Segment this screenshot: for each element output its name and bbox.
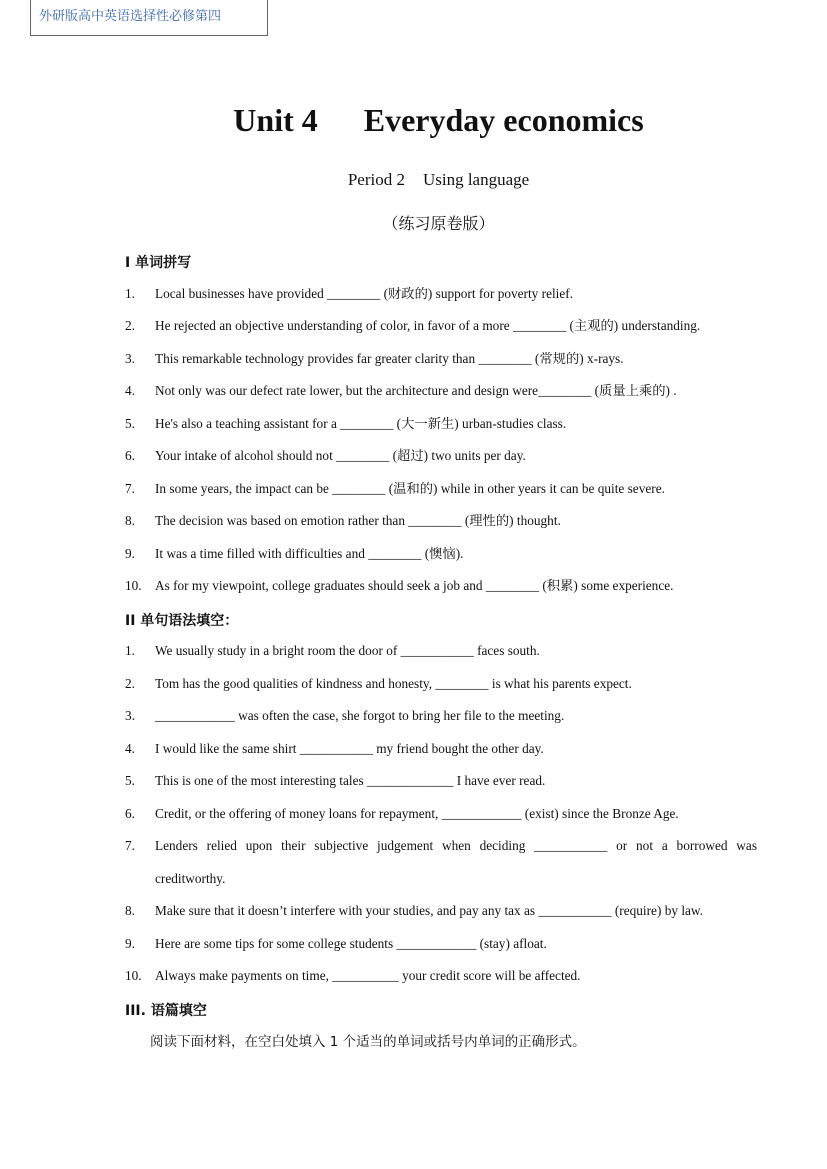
unit-label: Unit 4 [233,102,318,138]
section2-item [125,836,757,895]
section2-item [125,966,757,986]
item-text: Credit, or the offering of money loans for repayment, ____________ (exist) since the Bronze Age. [155,806,679,821]
item-number: 7. [125,838,135,853]
section1-item [125,446,757,466]
item-number: 6. [125,806,135,821]
page-subtitle [0,170,827,190]
item-text: This remarkable technology provides far greater clarity than ________ (常规的) x-rays. [155,351,624,366]
section2-item [125,804,757,824]
item-number: 2. [125,318,135,333]
item-text: He's also a teaching assistant for a ________ (大一新生) urban-studies class. [155,416,567,431]
item-number: 3. [125,708,135,723]
item-number: 7. [125,481,135,496]
item-text: ____________ was often the case, she forgot to bring her file to the meeting. [155,708,565,723]
section1-heading: I 单词拼写 [125,255,192,271]
section1-item [125,576,757,596]
item-number: 5. [125,773,135,788]
item-number: 10. [125,578,142,593]
item-number: 1. [125,286,135,301]
section3-instruction: 阅读下面材料，在空白处填入 1 个适当的单词或括号内单词的正确形式。 [150,1034,586,1050]
item-text: Lenders relied upon their subjective judgement when deciding ___________ or not a borrowed was creditworthy. [155,838,757,886]
item-text: Here are some tips for some college students ____________ (stay) afloat. [155,936,547,951]
item-text: He rejected an objective understanding of color, in favor of a more ________ (主观的) understanding. [155,318,701,333]
section2-item [125,934,757,954]
section2-item [125,674,757,694]
item-text: The decision was based on emotion rather than ________ (理性的) thought. [155,513,561,528]
item-text: It was a time filled with difficulties and ________ (懊恼). [155,546,464,561]
item-number: 6. [125,448,135,463]
topic-label: Using language [422,170,530,189]
item-number: 4. [125,741,135,756]
section2-item [125,641,757,661]
item-text: As for my viewpoint, college graduates should seek a job and ________ (积累) some experience. [155,578,674,593]
page-title [0,102,827,139]
item-number: 1. [125,643,135,658]
item-text: Tom has the good qualities of kindness and honesty, ________ is what his parents expect. [155,676,632,691]
item-number: 2. [125,676,135,691]
item-text: Always make payments on time, __________ your credit score will be affected. [155,968,581,983]
section1-item [125,349,757,369]
section1-item [125,284,757,304]
item-text: Make sure that it doesn’t interfere with your studies, and pay any tax as ___________ (require) by law. [155,903,703,918]
item-number: 3. [125,351,135,366]
section2-item [125,771,757,791]
section2-item [125,901,757,921]
item-number: 8. [125,903,135,918]
period-label: Period 2 [347,170,405,189]
item-number: 4. [125,383,135,398]
item-text: Local businesses have provided ________ (财政的) support for poverty relief. [155,286,574,301]
item-text: This is one of the most interesting tales _____________ I have ever read. [155,773,546,788]
item-number: 5. [125,416,135,431]
section1-item [125,381,757,401]
version-note: （练习原卷版） [382,214,495,233]
section2-item [125,706,757,726]
section1-item [125,511,757,531]
item-text: In some years, the impact can be ________ (温和的) while in other years it can be quite severe. [155,481,665,496]
section1-item [125,544,757,564]
section1-item [125,479,757,499]
section1-item [125,316,757,336]
item-number: 9. [125,546,135,561]
item-text: We usually study in a bright room the door of ___________ faces south. [155,643,540,658]
header-tag: 外研版高中英语选择性必修第四 [30,0,268,36]
unit-name: Everyday economics [363,102,644,138]
section2-item [125,739,757,759]
section3-heading: III. 语篇填空 [125,1003,207,1019]
item-text: I would like the same shirt ___________ my friend bought the other day. [155,741,544,756]
item-text: Not only was our defect rate lower, but the architecture and design were________ (质量上乘的) . [155,383,677,398]
item-number: 8. [125,513,135,528]
item-text: Your intake of alcohol should not ________ (超过) two units per day. [155,448,526,463]
section2-heading: II 单句语法填空： [125,613,239,629]
section1-item [125,414,757,434]
item-number: 10. [125,968,142,983]
item-number: 9. [125,936,135,951]
